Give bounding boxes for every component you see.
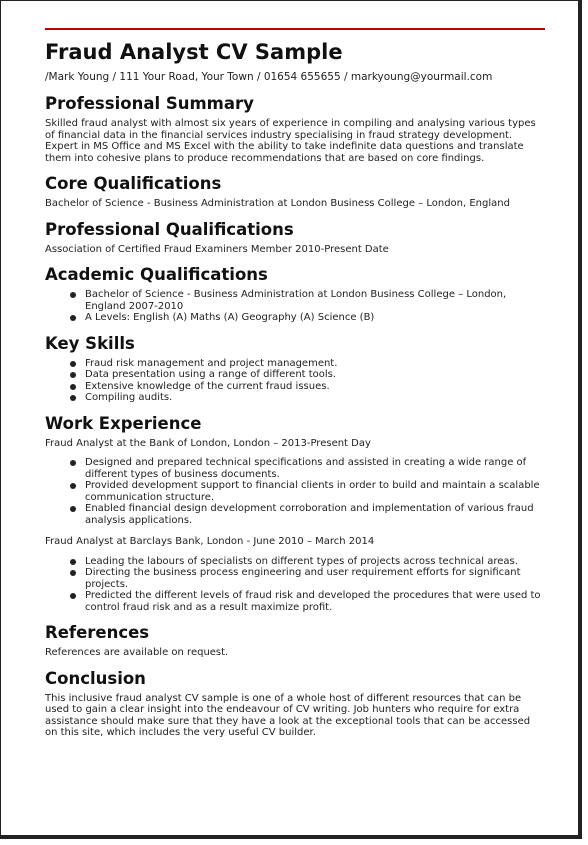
- list-item: Leading the labours of specialists on different types of projects across technical areas.: [85, 556, 545, 568]
- cv-content: [45, 39, 545, 739]
- list-item: Extensive knowledge of the current fraud issues.: [85, 381, 545, 393]
- references-text: References are available on request.: [45, 647, 229, 658]
- list-item: Designed and prepared technical specifications and assisted in creating a wide range of different types of business documents.: [85, 457, 545, 480]
- core-qualifications-heading: Core Qualifications: [45, 174, 222, 193]
- job-duties-list: [45, 556, 545, 614]
- job-title: Fraud Analyst at Barclays Bank, London - June 2010 – March 2014: [45, 536, 375, 547]
- header-rule: [45, 28, 545, 30]
- list-item: Enabled financial design development corroboration and implementation of various fraud analysis applications.: [85, 503, 545, 526]
- skills-list: [45, 358, 545, 404]
- professional-qualifications-heading: Professional Qualifications: [45, 219, 294, 239]
- list-item: Compiling audits.: [85, 392, 545, 404]
- list-item: A Levels: English (A) Maths (A) Geography (A) Science (B): [85, 312, 545, 324]
- professional-qualifications-text: Association of Certified Fraud Examiners Member 2010-Present Date: [45, 243, 389, 255]
- key-skills-heading: Key Skills: [45, 333, 135, 353]
- list-item: Provided development support to financial clients in order to build and maintain a scalable communication structure.: [85, 480, 545, 503]
- job-duties-list: [45, 457, 545, 526]
- core-qualifications-text: Bachelor of Science - Business Administration at London Business College – London, England: [45, 198, 510, 209]
- list-item: Predicted the different levels of fraud risk and developed the procedures that were used to control fraud risk and as a result maximize profit.: [85, 590, 545, 613]
- academic-list: [45, 289, 545, 324]
- list-item: Data presentation using a range of different tools.: [85, 369, 545, 381]
- conclusion-heading: Conclusion: [45, 668, 146, 688]
- summary-text: Skilled fraud analyst with almost six years of experience in compiling and analysing various types of financial data in the financial services industry specialising in fraud strategy development. Expert in MS Office and MS Excel with the ability to take indefinite data questions and translate them into cohesive plans to produce recommendations that are based on core findings.: [45, 118, 536, 164]
- list-item: Directing the business process engineering and user requirement efforts for significant projects.: [85, 567, 545, 590]
- summary-heading: Professional Summary: [45, 94, 254, 113]
- job-title: Fraud Analyst at the Bank of London, London – 2013-Present Day: [45, 437, 371, 449]
- conclusion-text: This inclusive fraud analyst CV sample is one of a whole host of different resources that can be used to gain a clear insight into the endeavour of CV writing. Job hunters who require for extra assistance should make sure that they have a look at the exceptional tools that can be accessed on this site, which includes the very useful CV builder.: [45, 692, 531, 738]
- contact-line: /Mark Young / 111 Your Road, Your Town / 01654 655655 / markyoung@yourmail.com: [45, 71, 493, 83]
- list-item: Fraud risk management and project management.: [85, 358, 545, 370]
- academic-qualifications-heading: Academic Qualifications: [45, 265, 268, 284]
- cv-title: Fraud Analyst CV Sample: [45, 40, 343, 64]
- list-item: Bachelor of Science - Business Administration at London Business College – London, England 2007-2010: [85, 289, 545, 312]
- work-experience-heading: Work Experience: [45, 413, 202, 433]
- references-heading: References: [45, 623, 150, 642]
